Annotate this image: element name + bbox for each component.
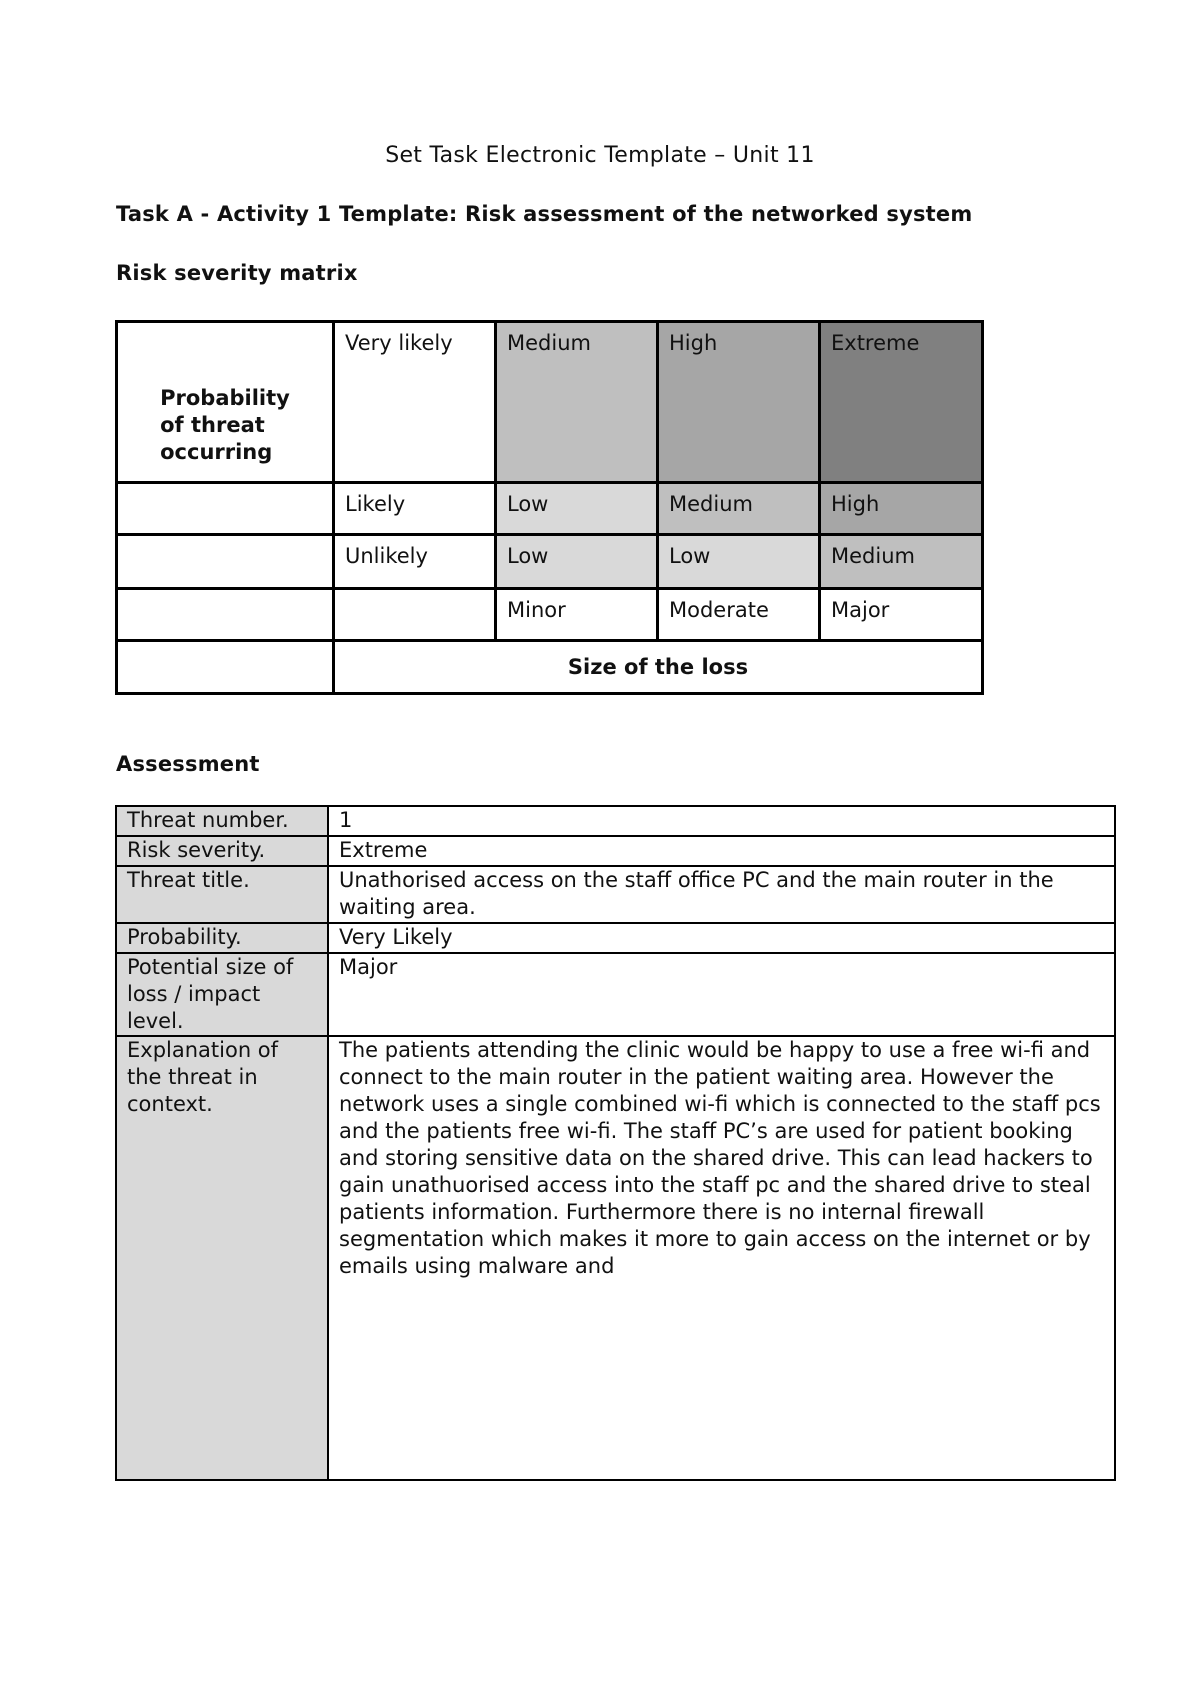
empty-cell: [117, 641, 334, 694]
matrix-row-loss-sizes: [117, 589, 983, 641]
size-of-loss-label: Size of the loss: [334, 641, 983, 694]
loss-size-label: Minor: [496, 589, 658, 641]
probability-label-line: Probability: [160, 385, 290, 410]
empty-cell: [117, 483, 334, 535]
risk-cell: Low: [496, 483, 658, 535]
assessment-row-impact-level: [116, 953, 1115, 1036]
task-heading: Task A - Activity 1 Template: Risk assessment of the networked system: [116, 202, 973, 226]
loss-size-label: Moderate: [658, 589, 820, 641]
risk-severity-matrix: [115, 320, 984, 695]
empty-cell: [117, 535, 334, 589]
assessment-row-threat-number: [116, 806, 1115, 836]
risk-cell: Medium: [496, 322, 658, 483]
assessment-value: Extreme: [328, 836, 1115, 866]
risk-cell: Medium: [820, 535, 983, 589]
assessment-value: Unathorised access on the staff office PC and the main router in the waiting area.: [328, 866, 1115, 923]
empty-cell: [117, 589, 334, 641]
matrix-heading: Risk severity matrix: [116, 261, 358, 285]
assessment-heading: Assessment: [116, 752, 260, 776]
probability-label: [117, 322, 334, 483]
assessment-row-explanation: [116, 1036, 1115, 1480]
assessment-row-probability: [116, 923, 1115, 953]
probability-label-line: of threat: [160, 412, 265, 437]
assessment-label: Threat title.: [116, 866, 328, 923]
assessment-value: 1: [328, 806, 1115, 836]
assessment-label: Threat number.: [116, 806, 328, 836]
empty-cell: [334, 589, 496, 641]
document-title: Set Task Electronic Template – Unit 11: [385, 143, 815, 168]
assessment-value: Major: [328, 953, 1115, 1036]
matrix-row-very-likely: [117, 322, 983, 483]
probability-label-line: occurring: [160, 439, 273, 464]
matrix-row-loss-title: [117, 641, 983, 694]
risk-cell: Extreme: [820, 322, 983, 483]
assessment-value: Very Likely: [328, 923, 1115, 953]
assessment-value: The patients attending the clinic would be happy to use a free wi-fi and connect to the main router in the patient waiting area. However the network uses a single combined wi-fi which is connected to the staff pcs and the patients free wi-fi. The staff PC’s are used for patient booking and storing sensitive data on the shared drive. This can lead hackers to gain unathuorised access into the staff pc and the shared drive to steal patients information. Furthermore there is no internal firewall segmentation which makes it more to gain access on the internet or by emails using malware and: [328, 1036, 1115, 1480]
matrix-row-likely: [117, 483, 983, 535]
risk-cell: Low: [496, 535, 658, 589]
likelihood-label: Unlikely: [334, 535, 496, 589]
assessment-row-threat-title: [116, 866, 1115, 923]
risk-cell: High: [820, 483, 983, 535]
risk-cell: High: [658, 322, 820, 483]
likelihood-label: Likely: [334, 483, 496, 535]
likelihood-label: Very likely: [334, 322, 496, 483]
assessment-label: Probability.: [116, 923, 328, 953]
assessment-label: Risk severity.: [116, 836, 328, 866]
risk-cell: Medium: [658, 483, 820, 535]
assessment-label: Explanation of the threat in context.: [116, 1036, 328, 1480]
assessment-row-risk-severity: [116, 836, 1115, 866]
loss-size-label: Major: [820, 589, 983, 641]
matrix-row-unlikely: [117, 535, 983, 589]
assessment-table: [115, 805, 1116, 1481]
assessment-label: Potential size of loss / impact level.: [116, 953, 328, 1036]
risk-cell: Low: [658, 535, 820, 589]
